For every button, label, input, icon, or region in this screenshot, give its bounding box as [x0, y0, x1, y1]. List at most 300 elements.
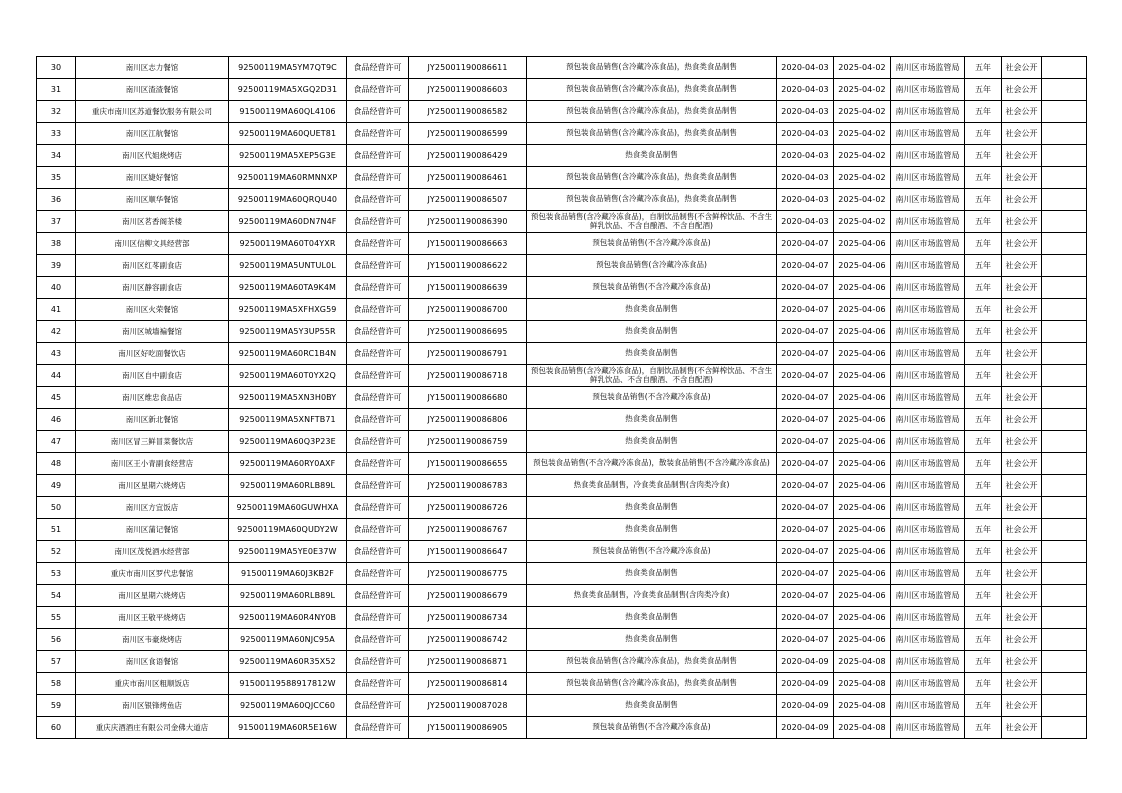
valid-from: 2020-04-07 [777, 277, 834, 299]
business-name: 南川区方宜饭店 [76, 497, 229, 519]
table-row [37, 607, 1087, 629]
license-number: JY25001190086582 [409, 101, 527, 123]
publicity-status: 社会公开 [1002, 717, 1042, 739]
table-row [37, 343, 1087, 365]
valid-to: 2025-04-08 [834, 673, 891, 695]
row-number: 58 [37, 673, 76, 695]
row-number: 45 [37, 387, 76, 409]
business-name: 南川区渣渣餐馆 [76, 79, 229, 101]
credit-code: 92500119MA60RLB89L [229, 475, 347, 497]
license-number: JY25001190086700 [409, 299, 527, 321]
valid-to: 2025-04-02 [834, 123, 891, 145]
table-row [37, 475, 1087, 497]
row-number: 52 [37, 541, 76, 563]
license-term: 五年 [965, 189, 1002, 211]
valid-from: 2020-04-09 [777, 695, 834, 717]
license-term: 五年 [965, 321, 1002, 343]
row-number: 37 [37, 211, 76, 233]
issuing-authority: 南川区市场监管局 [891, 695, 965, 717]
empty-cell [1042, 607, 1087, 629]
license-number: JY15001190086655 [409, 453, 527, 475]
issuing-authority: 南川区市场监管局 [891, 475, 965, 497]
license-term: 五年 [965, 475, 1002, 497]
empty-cell [1042, 101, 1087, 123]
business-name: 南川区火荣餐馆 [76, 299, 229, 321]
issuing-authority: 南川区市场监管局 [891, 497, 965, 519]
empty-cell [1042, 695, 1087, 717]
publicity-status: 社会公开 [1002, 585, 1042, 607]
business-name: 南川区食语餐馆 [76, 651, 229, 673]
business-name: 南川区新北餐馆 [76, 409, 229, 431]
license-number: JY25001190086742 [409, 629, 527, 651]
business-name: 重庆庆酒酒庄有限公司金佛大道店 [76, 717, 229, 739]
issuing-authority: 南川区市场监管局 [891, 321, 965, 343]
valid-to: 2025-04-06 [834, 387, 891, 409]
license-type: 食品经营许可 [347, 365, 409, 387]
valid-to: 2025-04-02 [834, 101, 891, 123]
business-name: 南川区城墙褊餐馆 [76, 321, 229, 343]
credit-code: 92500119MA60GUWHXA [229, 497, 347, 519]
issuing-authority: 南川区市场监管局 [891, 167, 965, 189]
credit-code: 92500119MA5XEP5G3E [229, 145, 347, 167]
valid-from: 2020-04-07 [777, 299, 834, 321]
business-name: 重庆市南川区苏道餐饮服务有限公司 [76, 101, 229, 123]
publicity-status: 社会公开 [1002, 695, 1042, 717]
license-number: JY25001190086679 [409, 585, 527, 607]
publicity-status: 社会公开 [1002, 365, 1042, 387]
valid-from: 2020-04-03 [777, 57, 834, 79]
license-number: JY15001190086639 [409, 277, 527, 299]
issuing-authority: 南川区市场监管局 [891, 387, 965, 409]
license-term: 五年 [965, 343, 1002, 365]
row-number: 38 [37, 233, 76, 255]
credit-code: 91500119MA60J3KB2F [229, 563, 347, 585]
issuing-authority: 南川区市场监管局 [891, 211, 965, 233]
publicity-status: 社会公开 [1002, 57, 1042, 79]
valid-from: 2020-04-03 [777, 167, 834, 189]
table-body [37, 57, 1087, 739]
table-row [37, 673, 1087, 695]
publicity-status: 社会公开 [1002, 211, 1042, 233]
license-type: 食品经营许可 [347, 387, 409, 409]
row-number: 40 [37, 277, 76, 299]
license-type: 食品经营许可 [347, 189, 409, 211]
business-scope: 预包装食品销售(含冷藏冷冻食品)，热食类食品制售 [527, 189, 777, 211]
business-scope: 热食类食品制售 [527, 497, 777, 519]
row-number: 39 [37, 255, 76, 277]
publicity-status: 社会公开 [1002, 475, 1042, 497]
license-number: JY25001190086806 [409, 409, 527, 431]
table-row [37, 519, 1087, 541]
issuing-authority: 南川区市场监管局 [891, 255, 965, 277]
publicity-status: 社会公开 [1002, 233, 1042, 255]
valid-from: 2020-04-07 [777, 541, 834, 563]
valid-from: 2020-04-07 [777, 453, 834, 475]
table-row [37, 57, 1087, 79]
license-type: 食品经营许可 [347, 321, 409, 343]
publicity-status: 社会公开 [1002, 431, 1042, 453]
license-term: 五年 [965, 387, 1002, 409]
issuing-authority: 南川区市场监管局 [891, 651, 965, 673]
row-number: 43 [37, 343, 76, 365]
business-name: 南川区茗香阁茶楼 [76, 211, 229, 233]
valid-to: 2025-04-06 [834, 585, 891, 607]
empty-cell [1042, 365, 1087, 387]
issuing-authority: 南川区市场监管局 [891, 343, 965, 365]
license-term: 五年 [965, 255, 1002, 277]
valid-from: 2020-04-09 [777, 673, 834, 695]
license-term: 五年 [965, 497, 1002, 519]
business-scope: 热食类食品制售 [527, 321, 777, 343]
credit-code: 92500119MA60RMNNXP [229, 167, 347, 189]
table-row [37, 145, 1087, 167]
license-term: 五年 [965, 585, 1002, 607]
table-row [37, 695, 1087, 717]
license-number: JY25001190086759 [409, 431, 527, 453]
valid-from: 2020-04-03 [777, 79, 834, 101]
valid-from: 2020-04-03 [777, 145, 834, 167]
license-term: 五年 [965, 431, 1002, 453]
issuing-authority: 南川区市场监管局 [891, 453, 965, 475]
valid-from: 2020-04-07 [777, 519, 834, 541]
business-name: 南川区蒲记餐馆 [76, 519, 229, 541]
license-type: 食品经营许可 [347, 255, 409, 277]
credit-code: 92500119MA60NJC95A [229, 629, 347, 651]
license-type: 食品经营许可 [347, 695, 409, 717]
table-row [37, 167, 1087, 189]
business-name: 南川区星期六烧烤店 [76, 475, 229, 497]
empty-cell [1042, 123, 1087, 145]
business-scope: 预包装食品销售(不含冷藏冷冻食品) [527, 233, 777, 255]
row-number: 47 [37, 431, 76, 453]
valid-from: 2020-04-07 [777, 585, 834, 607]
business-name: 南川区好吃面餐饮店 [76, 343, 229, 365]
publicity-status: 社会公开 [1002, 145, 1042, 167]
valid-to: 2025-04-02 [834, 211, 891, 233]
valid-to: 2025-04-06 [834, 299, 891, 321]
issuing-authority: 南川区市场监管局 [891, 145, 965, 167]
table-row [37, 409, 1087, 431]
license-number: JY25001190086429 [409, 145, 527, 167]
publicity-status: 社会公开 [1002, 277, 1042, 299]
row-number: 57 [37, 651, 76, 673]
valid-from: 2020-04-07 [777, 255, 834, 277]
valid-to: 2025-04-08 [834, 651, 891, 673]
row-number: 50 [37, 497, 76, 519]
license-number: JY25001190086611 [409, 57, 527, 79]
issuing-authority: 南川区市场监管局 [891, 123, 965, 145]
license-type: 食品经营许可 [347, 145, 409, 167]
business-scope: 预包装食品销售(含冷藏冷冻食品) [527, 255, 777, 277]
publicity-status: 社会公开 [1002, 387, 1042, 409]
business-scope: 热食类食品制售 [527, 563, 777, 585]
table-row [37, 497, 1087, 519]
license-number: JY25001190086814 [409, 673, 527, 695]
license-number: JY25001190086461 [409, 167, 527, 189]
license-type: 食品经营许可 [347, 233, 409, 255]
license-type: 食品经营许可 [347, 167, 409, 189]
valid-from: 2020-04-07 [777, 431, 834, 453]
license-type: 食品经营许可 [347, 123, 409, 145]
credit-code: 92500119MA5XGQ2D31 [229, 79, 347, 101]
valid-to: 2025-04-06 [834, 453, 891, 475]
publicity-status: 社会公开 [1002, 629, 1042, 651]
issuing-authority: 南川区市场监管局 [891, 233, 965, 255]
table-row [37, 299, 1087, 321]
business-name: 南川区王敬平烧烤店 [76, 607, 229, 629]
publicity-status: 社会公开 [1002, 123, 1042, 145]
valid-to: 2025-04-06 [834, 431, 891, 453]
empty-cell [1042, 57, 1087, 79]
table-row [37, 365, 1087, 387]
license-term: 五年 [965, 563, 1002, 585]
valid-from: 2020-04-03 [777, 211, 834, 233]
license-number: JY25001190086871 [409, 651, 527, 673]
empty-cell [1042, 145, 1087, 167]
empty-cell [1042, 277, 1087, 299]
valid-to: 2025-04-06 [834, 541, 891, 563]
license-term: 五年 [965, 695, 1002, 717]
license-number: JY25001190086783 [409, 475, 527, 497]
issuing-authority: 南川区市场监管局 [891, 585, 965, 607]
valid-to: 2025-04-08 [834, 717, 891, 739]
issuing-authority: 南川区市场监管局 [891, 431, 965, 453]
issuing-authority: 南川区市场监管局 [891, 365, 965, 387]
business-scope: 预包装食品销售(含冷藏冷冻食品)，自制饮品制售(不含鲜榨饮品、不含生鲜乳饮品、不含自酿酒、不含自配酒) [527, 365, 777, 387]
business-name: 南川区王小青副食经营店 [76, 453, 229, 475]
business-scope: 热食类食品制售，冷食类食品制售(含肉类冷食) [527, 475, 777, 497]
table-row [37, 189, 1087, 211]
license-type: 食品经营许可 [347, 607, 409, 629]
license-type: 食品经营许可 [347, 453, 409, 475]
issuing-authority: 南川区市场监管局 [891, 519, 965, 541]
table-row [37, 101, 1087, 123]
license-term: 五年 [965, 541, 1002, 563]
credit-code: 92500119MA5XN3H0BY [229, 387, 347, 409]
row-number: 56 [37, 629, 76, 651]
business-scope: 预包装食品销售(不含冷藏冷冻食品) [527, 387, 777, 409]
row-number: 33 [37, 123, 76, 145]
empty-cell [1042, 519, 1087, 541]
business-name: 南川区信柳文具经营部 [76, 233, 229, 255]
table-row [37, 585, 1087, 607]
business-name: 南川区代姐烧烤店 [76, 145, 229, 167]
license-table [36, 56, 1087, 739]
business-scope: 预包装食品销售(含冷藏冷冻食品)，热食类食品制售 [527, 123, 777, 145]
license-term: 五年 [965, 409, 1002, 431]
license-term: 五年 [965, 233, 1002, 255]
valid-to: 2025-04-06 [834, 365, 891, 387]
license-number: JY15001190086663 [409, 233, 527, 255]
license-type: 食品经营许可 [347, 409, 409, 431]
table-row [37, 629, 1087, 651]
business-name: 南川区维忠食品店 [76, 387, 229, 409]
empty-cell [1042, 453, 1087, 475]
business-name: 南川区志力餐馆 [76, 57, 229, 79]
table-row [37, 277, 1087, 299]
valid-from: 2020-04-09 [777, 717, 834, 739]
license-type: 食品经营许可 [347, 519, 409, 541]
credit-code: 92500119MA60R4NY0B [229, 607, 347, 629]
business-scope: 预包装食品销售(含冷藏冷冻食品)，热食类食品制售 [527, 79, 777, 101]
business-scope: 预包装食品销售(含冷藏冷冻食品)，热食类食品制售 [527, 167, 777, 189]
publicity-status: 社会公开 [1002, 673, 1042, 695]
empty-cell [1042, 629, 1087, 651]
table-row [37, 387, 1087, 409]
publicity-status: 社会公开 [1002, 299, 1042, 321]
credit-code: 92500119MA60R35X52 [229, 651, 347, 673]
business-scope: 预包装食品销售(不含冷藏冷冻食品) [527, 541, 777, 563]
credit-code: 92500119MA60Q3P23E [229, 431, 347, 453]
license-number: JY25001190086734 [409, 607, 527, 629]
publicity-status: 社会公开 [1002, 101, 1042, 123]
publicity-status: 社会公开 [1002, 167, 1042, 189]
row-number: 32 [37, 101, 76, 123]
credit-code: 91500119MA60QL4106 [229, 101, 347, 123]
license-term: 五年 [965, 365, 1002, 387]
issuing-authority: 南川区市场监管局 [891, 79, 965, 101]
credit-code: 92500119MA5XNFTB71 [229, 409, 347, 431]
table-row [37, 541, 1087, 563]
issuing-authority: 南川区市场监管局 [891, 101, 965, 123]
valid-from: 2020-04-07 [777, 475, 834, 497]
valid-to: 2025-04-06 [834, 277, 891, 299]
license-type: 食品经营许可 [347, 497, 409, 519]
row-number: 36 [37, 189, 76, 211]
valid-from: 2020-04-07 [777, 233, 834, 255]
empty-cell [1042, 343, 1087, 365]
valid-to: 2025-04-06 [834, 343, 891, 365]
empty-cell [1042, 211, 1087, 233]
row-number: 60 [37, 717, 76, 739]
license-term: 五年 [965, 519, 1002, 541]
valid-to: 2025-04-06 [834, 233, 891, 255]
table-row [37, 563, 1087, 585]
row-number: 49 [37, 475, 76, 497]
empty-cell [1042, 321, 1087, 343]
license-number: JY25001190087028 [409, 695, 527, 717]
table-row [37, 255, 1087, 277]
issuing-authority: 南川区市场监管局 [891, 607, 965, 629]
business-name: 南川区静容副食店 [76, 277, 229, 299]
valid-to: 2025-04-02 [834, 79, 891, 101]
business-name: 南川区银锋烤鱼店 [76, 695, 229, 717]
valid-to: 2025-04-06 [834, 563, 891, 585]
license-type: 食品经营许可 [347, 343, 409, 365]
license-term: 五年 [965, 673, 1002, 695]
valid-from: 2020-04-07 [777, 343, 834, 365]
valid-from: 2020-04-07 [777, 497, 834, 519]
business-name: 南川区冒三鲜冒菜餐饮店 [76, 431, 229, 453]
valid-to: 2025-04-06 [834, 497, 891, 519]
publicity-status: 社会公开 [1002, 409, 1042, 431]
credit-code: 92500119MA5Y3UP55R [229, 321, 347, 343]
valid-from: 2020-04-03 [777, 189, 834, 211]
license-number: JY15001190086680 [409, 387, 527, 409]
valid-to: 2025-04-06 [834, 607, 891, 629]
license-number: JY15001190086622 [409, 255, 527, 277]
credit-code: 92500119MA60QRQU40 [229, 189, 347, 211]
valid-from: 2020-04-07 [777, 607, 834, 629]
credit-code: 92500119MA60T04YXR [229, 233, 347, 255]
business-scope: 预包装食品销售(不含冷藏冷冻食品)，散装食品销售(不含冷藏冷冻食品) [527, 453, 777, 475]
license-type: 食品经营许可 [347, 79, 409, 101]
business-scope: 热食类食品制售 [527, 299, 777, 321]
publicity-status: 社会公开 [1002, 255, 1042, 277]
business-name: 南川区茂悦酒水经营部 [76, 541, 229, 563]
business-scope: 预包装食品销售(含冷藏冷冻食品)，自制饮品制售(不含鲜榨饮品、不含生鲜乳饮品、不含自酿酒、不含自配酒) [527, 211, 777, 233]
row-number: 53 [37, 563, 76, 585]
publicity-status: 社会公开 [1002, 453, 1042, 475]
valid-to: 2025-04-08 [834, 695, 891, 717]
publicity-status: 社会公开 [1002, 189, 1042, 211]
license-type: 食品经营许可 [347, 585, 409, 607]
table-row [37, 211, 1087, 233]
credit-code: 92500119MA60TA9K4M [229, 277, 347, 299]
publicity-status: 社会公开 [1002, 321, 1042, 343]
license-type: 食品经营许可 [347, 211, 409, 233]
business-name: 南川区顺华餐馆 [76, 189, 229, 211]
business-name: 南川区婕好餐馆 [76, 167, 229, 189]
table-row [37, 123, 1087, 145]
issuing-authority: 南川区市场监管局 [891, 717, 965, 739]
license-type: 食品经营许可 [347, 475, 409, 497]
valid-to: 2025-04-06 [834, 475, 891, 497]
empty-cell [1042, 167, 1087, 189]
valid-from: 2020-04-07 [777, 629, 834, 651]
business-name: 重庆市南川区罗代忠餐馆 [76, 563, 229, 585]
valid-to: 2025-04-02 [834, 145, 891, 167]
business-scope: 预包装食品销售(不含冷藏冷冻食品) [527, 717, 777, 739]
license-type: 食品经营许可 [347, 651, 409, 673]
credit-code: 92500119MA5XFHXG59 [229, 299, 347, 321]
publicity-status: 社会公开 [1002, 651, 1042, 673]
empty-cell [1042, 673, 1087, 695]
empty-cell [1042, 299, 1087, 321]
publicity-status: 社会公开 [1002, 79, 1042, 101]
license-type: 食品经营许可 [347, 673, 409, 695]
issuing-authority: 南川区市场监管局 [891, 563, 965, 585]
valid-to: 2025-04-06 [834, 629, 891, 651]
license-type: 食品经营许可 [347, 717, 409, 739]
license-term: 五年 [965, 145, 1002, 167]
empty-cell [1042, 79, 1087, 101]
valid-to: 2025-04-06 [834, 321, 891, 343]
credit-code: 92500119MA5YE0E37W [229, 541, 347, 563]
license-term: 五年 [965, 57, 1002, 79]
license-term: 五年 [965, 651, 1002, 673]
table-row [37, 431, 1087, 453]
issuing-authority: 南川区市场监管局 [891, 189, 965, 211]
license-term: 五年 [965, 79, 1002, 101]
issuing-authority: 南川区市场监管局 [891, 299, 965, 321]
license-number: JY25001190086718 [409, 365, 527, 387]
license-term: 五年 [965, 123, 1002, 145]
business-name: 南川区江航餐馆 [76, 123, 229, 145]
valid-from: 2020-04-07 [777, 387, 834, 409]
credit-code: 92500119MA60RY0AXF [229, 453, 347, 475]
license-number: JY25001190086695 [409, 321, 527, 343]
license-term: 五年 [965, 607, 1002, 629]
empty-cell [1042, 651, 1087, 673]
credit-code: 92500119MA5YM7QT9C [229, 57, 347, 79]
business-scope: 热食类食品制售 [527, 145, 777, 167]
valid-from: 2020-04-03 [777, 101, 834, 123]
business-name: 南川区红苳副食店 [76, 255, 229, 277]
credit-code: 92500119MA60RLB89L [229, 585, 347, 607]
valid-to: 2025-04-02 [834, 167, 891, 189]
license-type: 食品经营许可 [347, 277, 409, 299]
